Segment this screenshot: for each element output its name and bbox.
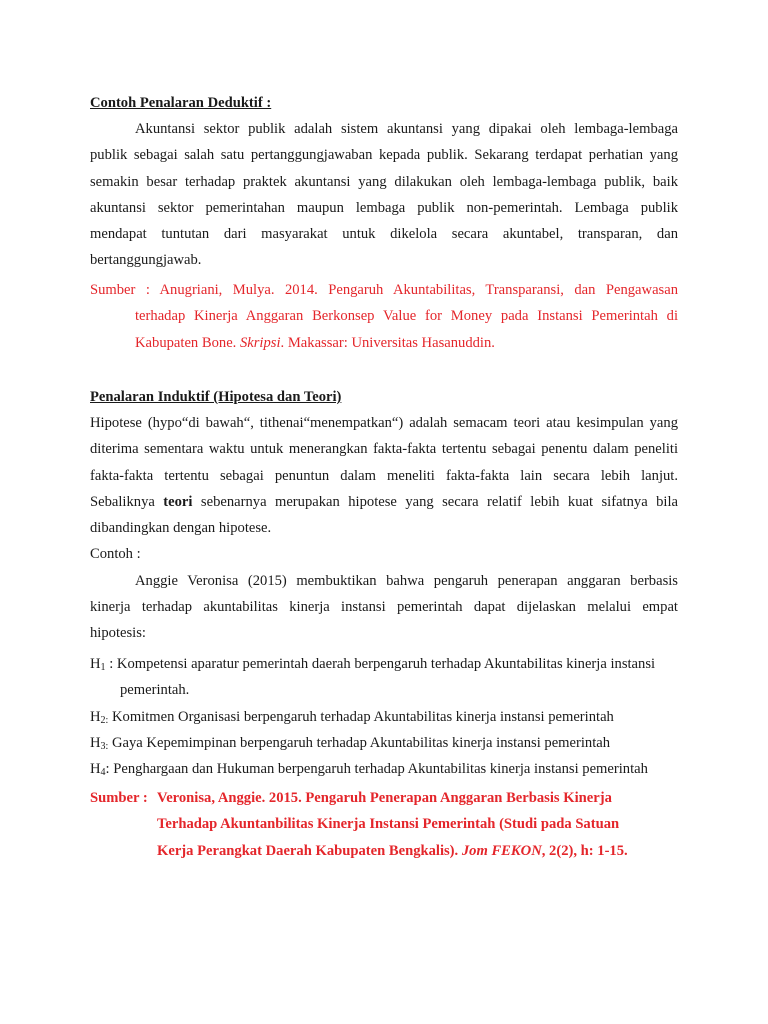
definition-line: Sebaliknya teori sebenarnya merupakan hipotese yang secara relatif lebih kuat sifatnya bila <box>90 493 678 510</box>
hypothesis-item: $H_4$: Penghargaan dan Hukuman berpengaruh terhadap Akuntabilitas kinerja instansi pemerintah <box>90 761 648 779</box>
paragraph-line: mendapat tuntutan dari masyarakat untuk dikelola secara akuntabel, transparan, dan <box>90 226 678 243</box>
paragraph-line: bertanggungjawab. <box>90 252 202 269</box>
source-line: terhadap Kinerja Anggaran Berkonsep Value for Money pada Instansi Pemerintah di <box>135 308 678 325</box>
hypothesis-item: $H_1$ : Kompetensi aparatur pemerintah daerah berpengaruh terhadap Akuntabilitas kinerja instansi <box>90 656 656 673</box>
deductive-heading: Contoh Penalaran Deduktif : <box>90 95 272 111</box>
source-italic: Skripsi <box>239 334 281 351</box>
deductive-source <box>90 277 678 356</box>
hypothesis-item: $H_{3:}$ Gaya Kepemimpinan berpengaruh terhadap Akuntabilitas kinerja instansi pemerintah <box>90 734 611 752</box>
hypothesis-definition <box>90 410 678 647</box>
example-line: kinerja terhadap akuntabilitas kinerja instansi pemerintah dapat dijelaskan melalui empat <box>90 599 678 616</box>
source-label: Sumber : <box>90 790 148 806</box>
journal-name: Jom FEKON <box>461 842 542 859</box>
inductive-heading: Penalaran Induktif (Hipotesa dan Teori) <box>90 389 342 405</box>
deductive-paragraph <box>90 116 678 274</box>
source-line: Terhadap Akuntanbilitas Kinerja Instansi Pemerintah (Studi pada Satuan <box>157 816 620 833</box>
hypothesis-continuation: pemerintah. <box>120 682 190 699</box>
hypotheses-list <box>90 651 678 782</box>
source-line: Sumber : Anugriani, Mulya. 2014. Pengaruh Akuntabilitas, Transparansi, dan Pengawasan <box>90 282 678 298</box>
source-line: Kabupaten Bone. Skripsi. Makassar: Universitas Hasanuddin. <box>135 334 495 351</box>
inductive-source <box>90 785 678 864</box>
paragraph-line: akuntansi sektor pemerintahan maupun lembaga publik non-pemerintah. Lembaga publik <box>90 199 678 216</box>
definition-line: dibandingkan dengan hipotese. <box>90 520 272 537</box>
hypothesis-item: $H_{2:}$ Komitmen Organisasi berpengaruh terhadap Akuntabilitas kinerja instansi pemerintah <box>90 708 614 726</box>
source-line: Kerja Perangkat Daerah Kabupaten Bengkalis). Jom FEKON, 2(2), h: 1-15. <box>157 842 628 859</box>
source-line: Sumber : Veronisa, Anggie. 2015. Pengaruh Penerapan Anggaran Berbasis Kinerja <box>90 785 678 811</box>
paragraph-line: Akuntansi sektor publik adalah sistem akuntansi yang dipakai oleh lembaga-lembaga <box>135 121 678 137</box>
definition-line: diterima sementara waktu untuk menerangkan fakta-fakta tertentu sebagai penentu dalam peneliti <box>90 441 678 458</box>
definition-line: fakta-fakta tertentu sebagai penuntun dalam meneliti fakta-fakta lain secara lebih lanjut. <box>90 467 678 484</box>
paragraph-line: semakin besar terhadap praktek akuntansi yang dilakukan oleh lembaga-lembaga publik, baik <box>90 173 678 190</box>
theory-term: teori <box>163 493 193 510</box>
example-label: Contoh : <box>90 546 141 563</box>
example-line: hipotesis: <box>90 625 146 642</box>
example-line: Anggie Veronisa (2015) membuktikan bahwa pengaruh penerapan anggaran berbasis <box>135 572 678 589</box>
definition-line: Hipotese (hypo“di bawah“, tithenai“menempatkan“) adalah semacam teori atau kesimpulan yang <box>90 415 678 431</box>
paragraph-line: publik sebagai salah satu pertanggungjawaban kepada publik. Sekarang terdapat perhatian yang <box>90 147 678 164</box>
